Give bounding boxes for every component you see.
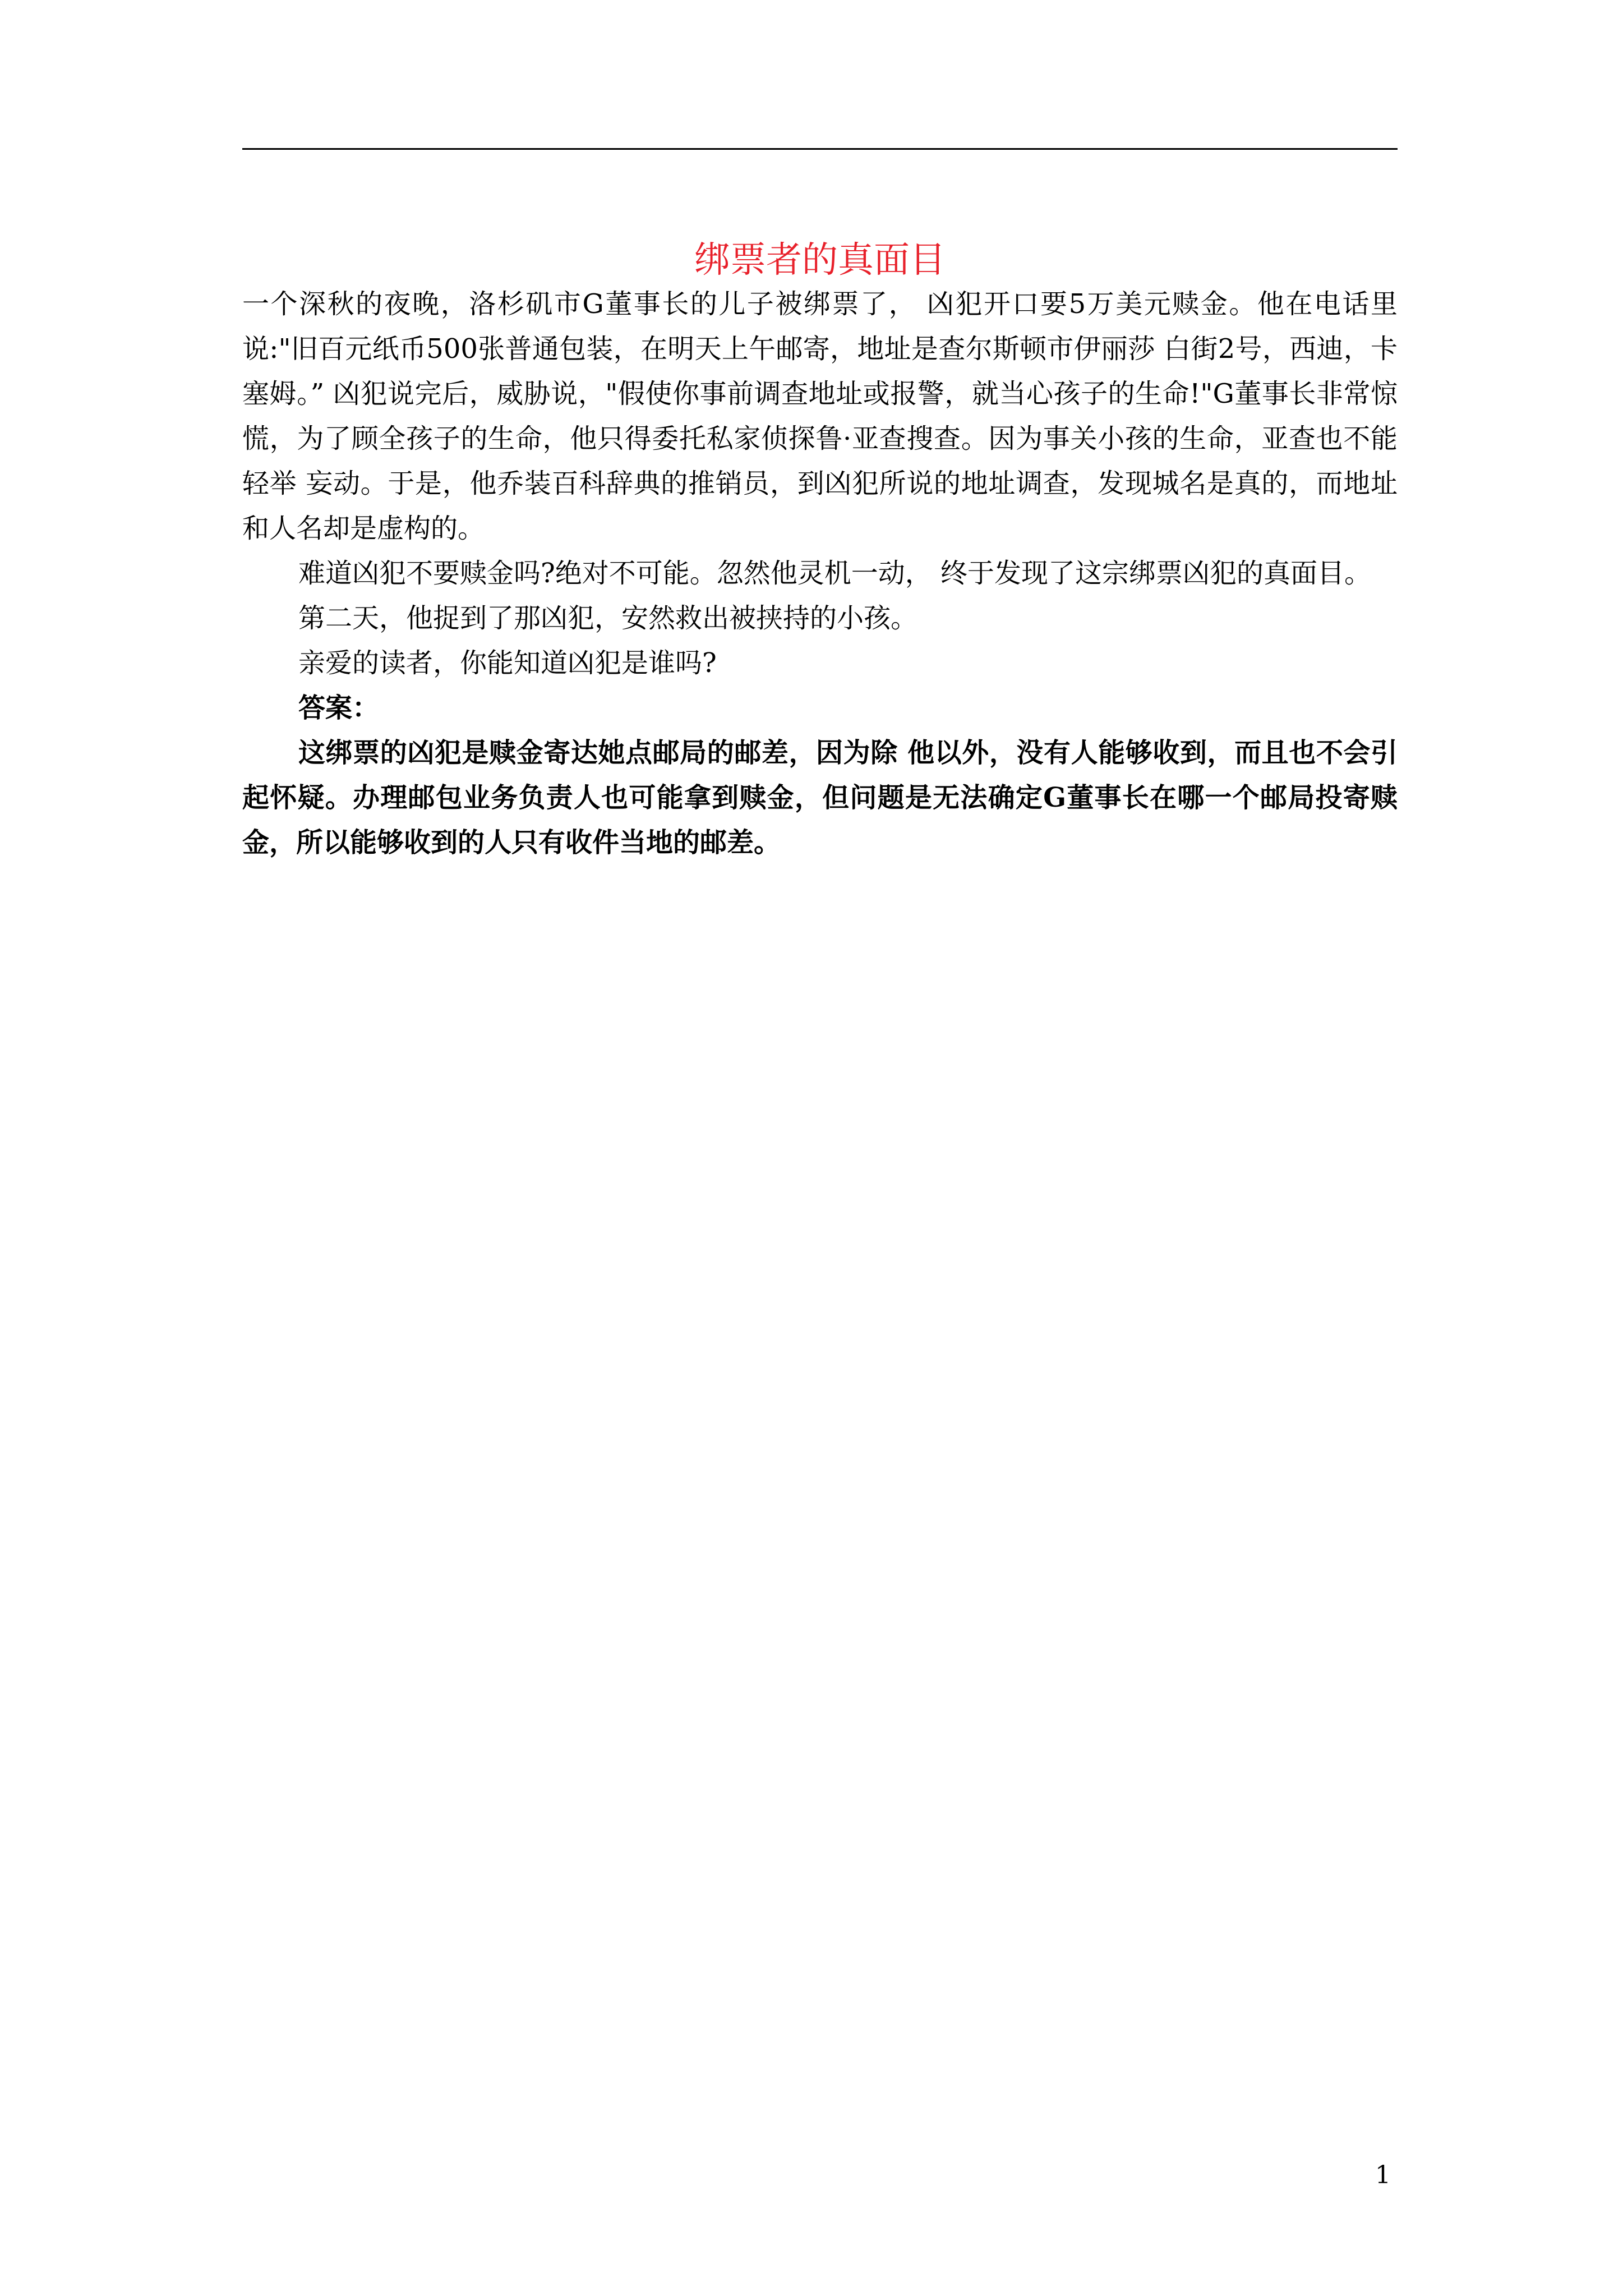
paragraph-question: 难道凶犯不要赎金吗?绝对不可能。忽然他灵机一动， 终于发现了这宗绑票凶犯的真面目。 (298, 558, 1371, 589)
paragraph-rescue: 第二天，他捉到了那凶犯，安然救出被挟持的小孩。 (298, 602, 918, 634)
paragraph-reader-question: 亲爱的读者，你能知道凶犯是谁吗? (298, 647, 717, 679)
answer-text: 这绑票的凶犯是赎金寄达她点邮局的邮差，因为除 他以外，没有人能够收到，而且也不会引起怀疑。办理邮包业务负责人也可能拿到赎金，但问题是无法确定G董事长在哪一个邮局投寄赎金，所以能够收到的人只有收件当地的邮差。 (242, 737, 1398, 858)
paragraph-story: 一个深秋的夜晚，洛杉矶市G董事长的儿子被绑票了， 凶犯开口要5万美元赎金。他在电话里说:"旧百元纸币500张普通包装，在明天上午邮寄，地址是查尔斯顿市伊丽莎 白街2号，西迪，卡塞姆。” 凶犯说完后，威胁说，"假使你事前调查地址或报警，就当心孩子的生命!"G董事长非常惊慌，为了顾全孩子的生命，他只得委托私家侦探鲁·亚查搜查。因为事关小孩的生命，亚查也不能轻举 妄动。于是，他乔装百科辞典的推销员，到凶犯所说的地址调查，发现城名是真的，而地址和人名却是虚构的。 (242, 288, 1398, 544)
page-number: 1 (1375, 2161, 1391, 2189)
header-rule (242, 148, 1398, 150)
document-title: 绑票者的真面目 (694, 239, 946, 281)
answer-label: 答案： (298, 692, 380, 724)
document-body (242, 282, 1398, 865)
